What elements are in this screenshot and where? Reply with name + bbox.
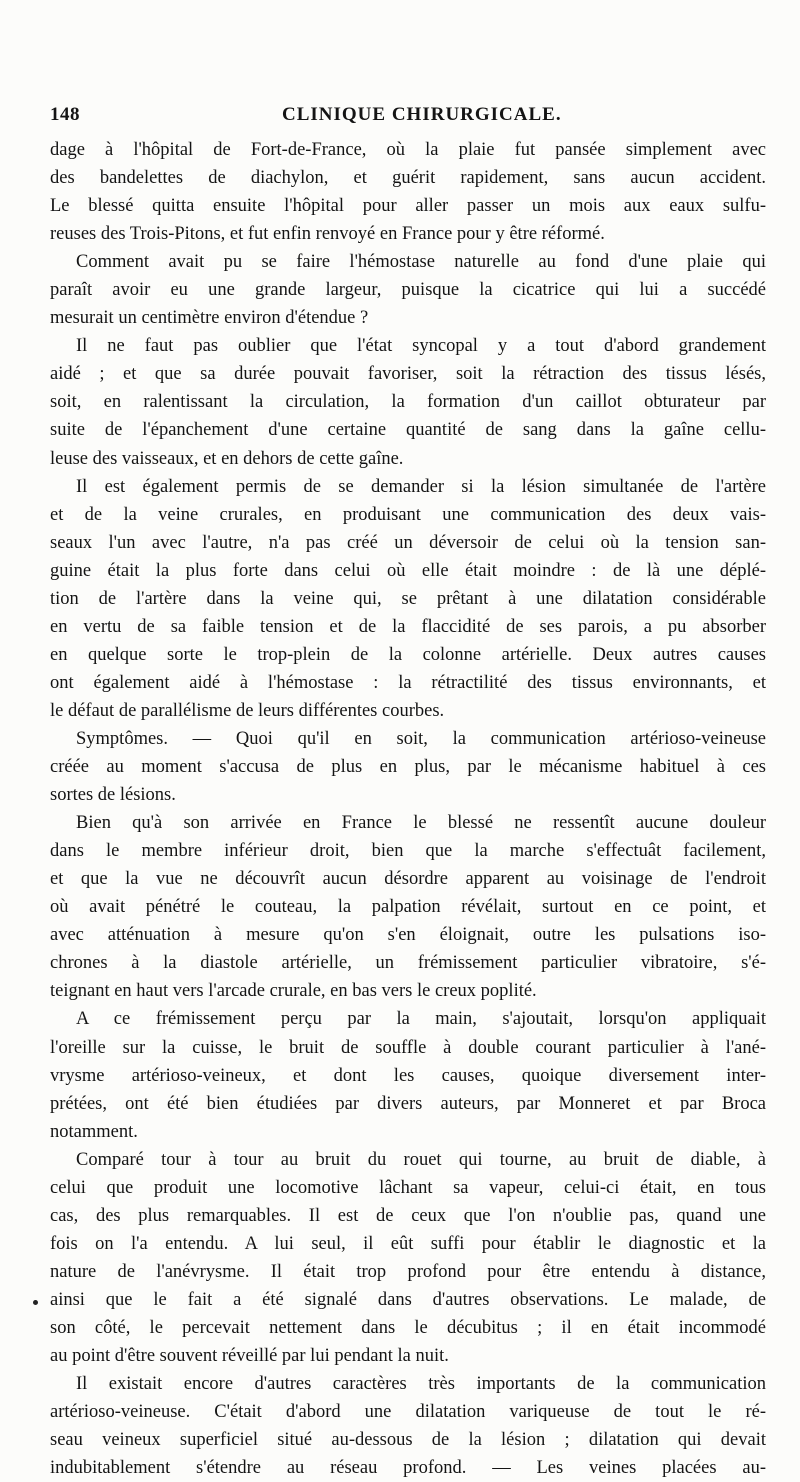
text-line: l'oreille sur la cuisse, le bruit de souffle à double courant particulier à l'ané-: [50, 1037, 766, 1058]
text-line: Comparé tour à tour au bruit du rouet qui tourne, au bruit de diable, à: [76, 1149, 766, 1170]
page-number: 148: [50, 104, 80, 125]
text-line: A ce frémissement perçu par la main, s'ajoutait, lorsqu'on appliquait: [76, 1009, 766, 1030]
text-line: Il ne faut pas oublier que l'état syncopal y a tout d'abord grandement: [76, 336, 766, 357]
text-line: cas, des plus remarquables. Il est de ceux que l'on n'oublie pas, quand une: [50, 1205, 766, 1226]
text-line: notamment.: [50, 1121, 138, 1142]
text-line: vrysme artérioso-veineux, et dont les causes, quoique diversement inter-: [50, 1065, 766, 1086]
margin-dot-mark: [33, 1300, 38, 1305]
text-line: en vertu de sa faible tension et de la flaccidité de ses parois, a pu absorber: [50, 616, 766, 637]
text-line: en quelque sorte le trop-plein de la colonne artérielle. Deux autres causes: [50, 644, 766, 665]
text-line: Il existait encore d'autres caractères très importants de la communication: [76, 1374, 766, 1395]
text-line: son côté, le percevait nettement dans le décubitus ; il en était incommodé: [50, 1317, 766, 1338]
text-line: suite de l'épanchement d'une certaine quantité de sang dans la gaîne cellu-: [50, 420, 766, 441]
text-line: au point d'être souvent réveillé par lui pendant la nuit.: [50, 1346, 449, 1367]
text-line: paraît avoir eu une grande largeur, puisque la cicatrice qui lui a succédé: [50, 280, 766, 301]
text-line: mesurait un centimètre environ d'étendue ?: [50, 308, 369, 329]
text-line: avec atténuation à mesure qu'on s'en éloignait, outre les pulsations iso-: [50, 925, 766, 946]
text-line: guine était la plus forte dans celui où elle était moindre : de là une déplé-: [50, 560, 766, 581]
text-line: soit, en ralentissant la circulation, la formation d'un caillot obturateur par: [50, 392, 766, 413]
text-line: sortes de lésions.: [50, 785, 176, 806]
text-line: Comment avait pu se faire l'hémostase naturelle au fond d'une plaie qui: [76, 252, 766, 273]
text-line: ainsi que le fait a été signalé dans d'autres observations. Le malade, de: [50, 1289, 766, 1310]
text-line: Bien qu'à son arrivée en France le blessé ne ressentît aucune douleur: [76, 813, 766, 834]
text-line: ont également aidé à l'hémostase : la rétractilité des tissus environnants, et: [50, 672, 766, 693]
text-line: dage à l'hôpital de Fort-de-France, où la plaie fut pansée simplement avec: [50, 140, 766, 160]
running-title: CLINIQUE CHIRURGICALE.: [282, 104, 562, 125]
text-line: Il est également permis de se demander si la lésion simultanée de l'artère: [76, 476, 766, 497]
body-text: [50, 136, 766, 1482]
text-line: et de la veine crurales, en produisant une communication des deux vais-: [50, 504, 766, 525]
text-line: fois on l'a entendu. A lui seul, il eût suffi pour établir le diagnostic et la: [50, 1233, 766, 1254]
text-line: tion de l'artère dans la veine qui, se prêtant à une dilatation considérable: [50, 588, 766, 609]
text-line: artérioso-veineuse. C'était d'abord une dilatation variqueuse de tout le ré-: [50, 1402, 766, 1423]
text-line: créée au moment s'accusa de plus en plus, par le mécanisme habituel à ces: [50, 757, 766, 778]
text-line: chrones à la diastole artérielle, un frémissement particulier vibratoire, s'é-: [50, 953, 766, 974]
text-line: Symptômes. — Quoi qu'il en soit, la communication artérioso-veineuse: [76, 728, 766, 749]
text-line: où avait pénétré le couteau, la palpation révélait, surtout en ce point, et: [50, 897, 766, 918]
text-line: reuses des Trois-Pitons, et fut enfin renvoyé en France pour y être réformé.: [50, 224, 605, 245]
text-line: et que la vue ne découvrît aucun désordre apparent au voisinage de l'endroit: [50, 869, 766, 890]
text-line: aidé ; et que sa durée pouvait favoriser, soit la rétraction des tissus lésés,: [50, 364, 766, 385]
text-line: celui que produit une locomotive lâchant sa vapeur, celui-ci était, en tous: [50, 1177, 766, 1198]
text-line: nature de l'anévrysme. Il était trop profond pour être entendu à distance,: [50, 1261, 766, 1282]
text-line: indubitablement s'étendre au réseau profond. — Les veines placées au-: [50, 1458, 766, 1479]
text-line: Le blessé quitta ensuite l'hôpital pour aller passer un mois aux eaux sulfu-: [50, 196, 766, 217]
text-line: dans le membre inférieur droit, bien que la marche s'effectuât facilement,: [50, 841, 766, 862]
text-line: teignant en haut vers l'arcade crurale, en bas vers le creux poplité.: [50, 981, 537, 1002]
text-line: seau veineux superficiel situé au-dessous de la lésion ; dilatation qui devait: [50, 1430, 766, 1451]
text-line: prétées, ont été bien étudiées par divers auteurs, par Monneret et par Broca: [50, 1093, 766, 1114]
text-line: seaux l'un avec l'autre, n'a pas créé un déversoir de celui où la tension san-: [50, 532, 766, 553]
text-line: leuse des vaisseaux, et en dehors de cette gaîne.: [50, 448, 404, 469]
text-line: le défaut de parallélisme de leurs différentes courbes.: [50, 700, 445, 721]
running-header: [50, 104, 766, 130]
text-line: des bandelettes de diachylon, et guérit rapidement, sans aucun accident.: [50, 168, 766, 189]
